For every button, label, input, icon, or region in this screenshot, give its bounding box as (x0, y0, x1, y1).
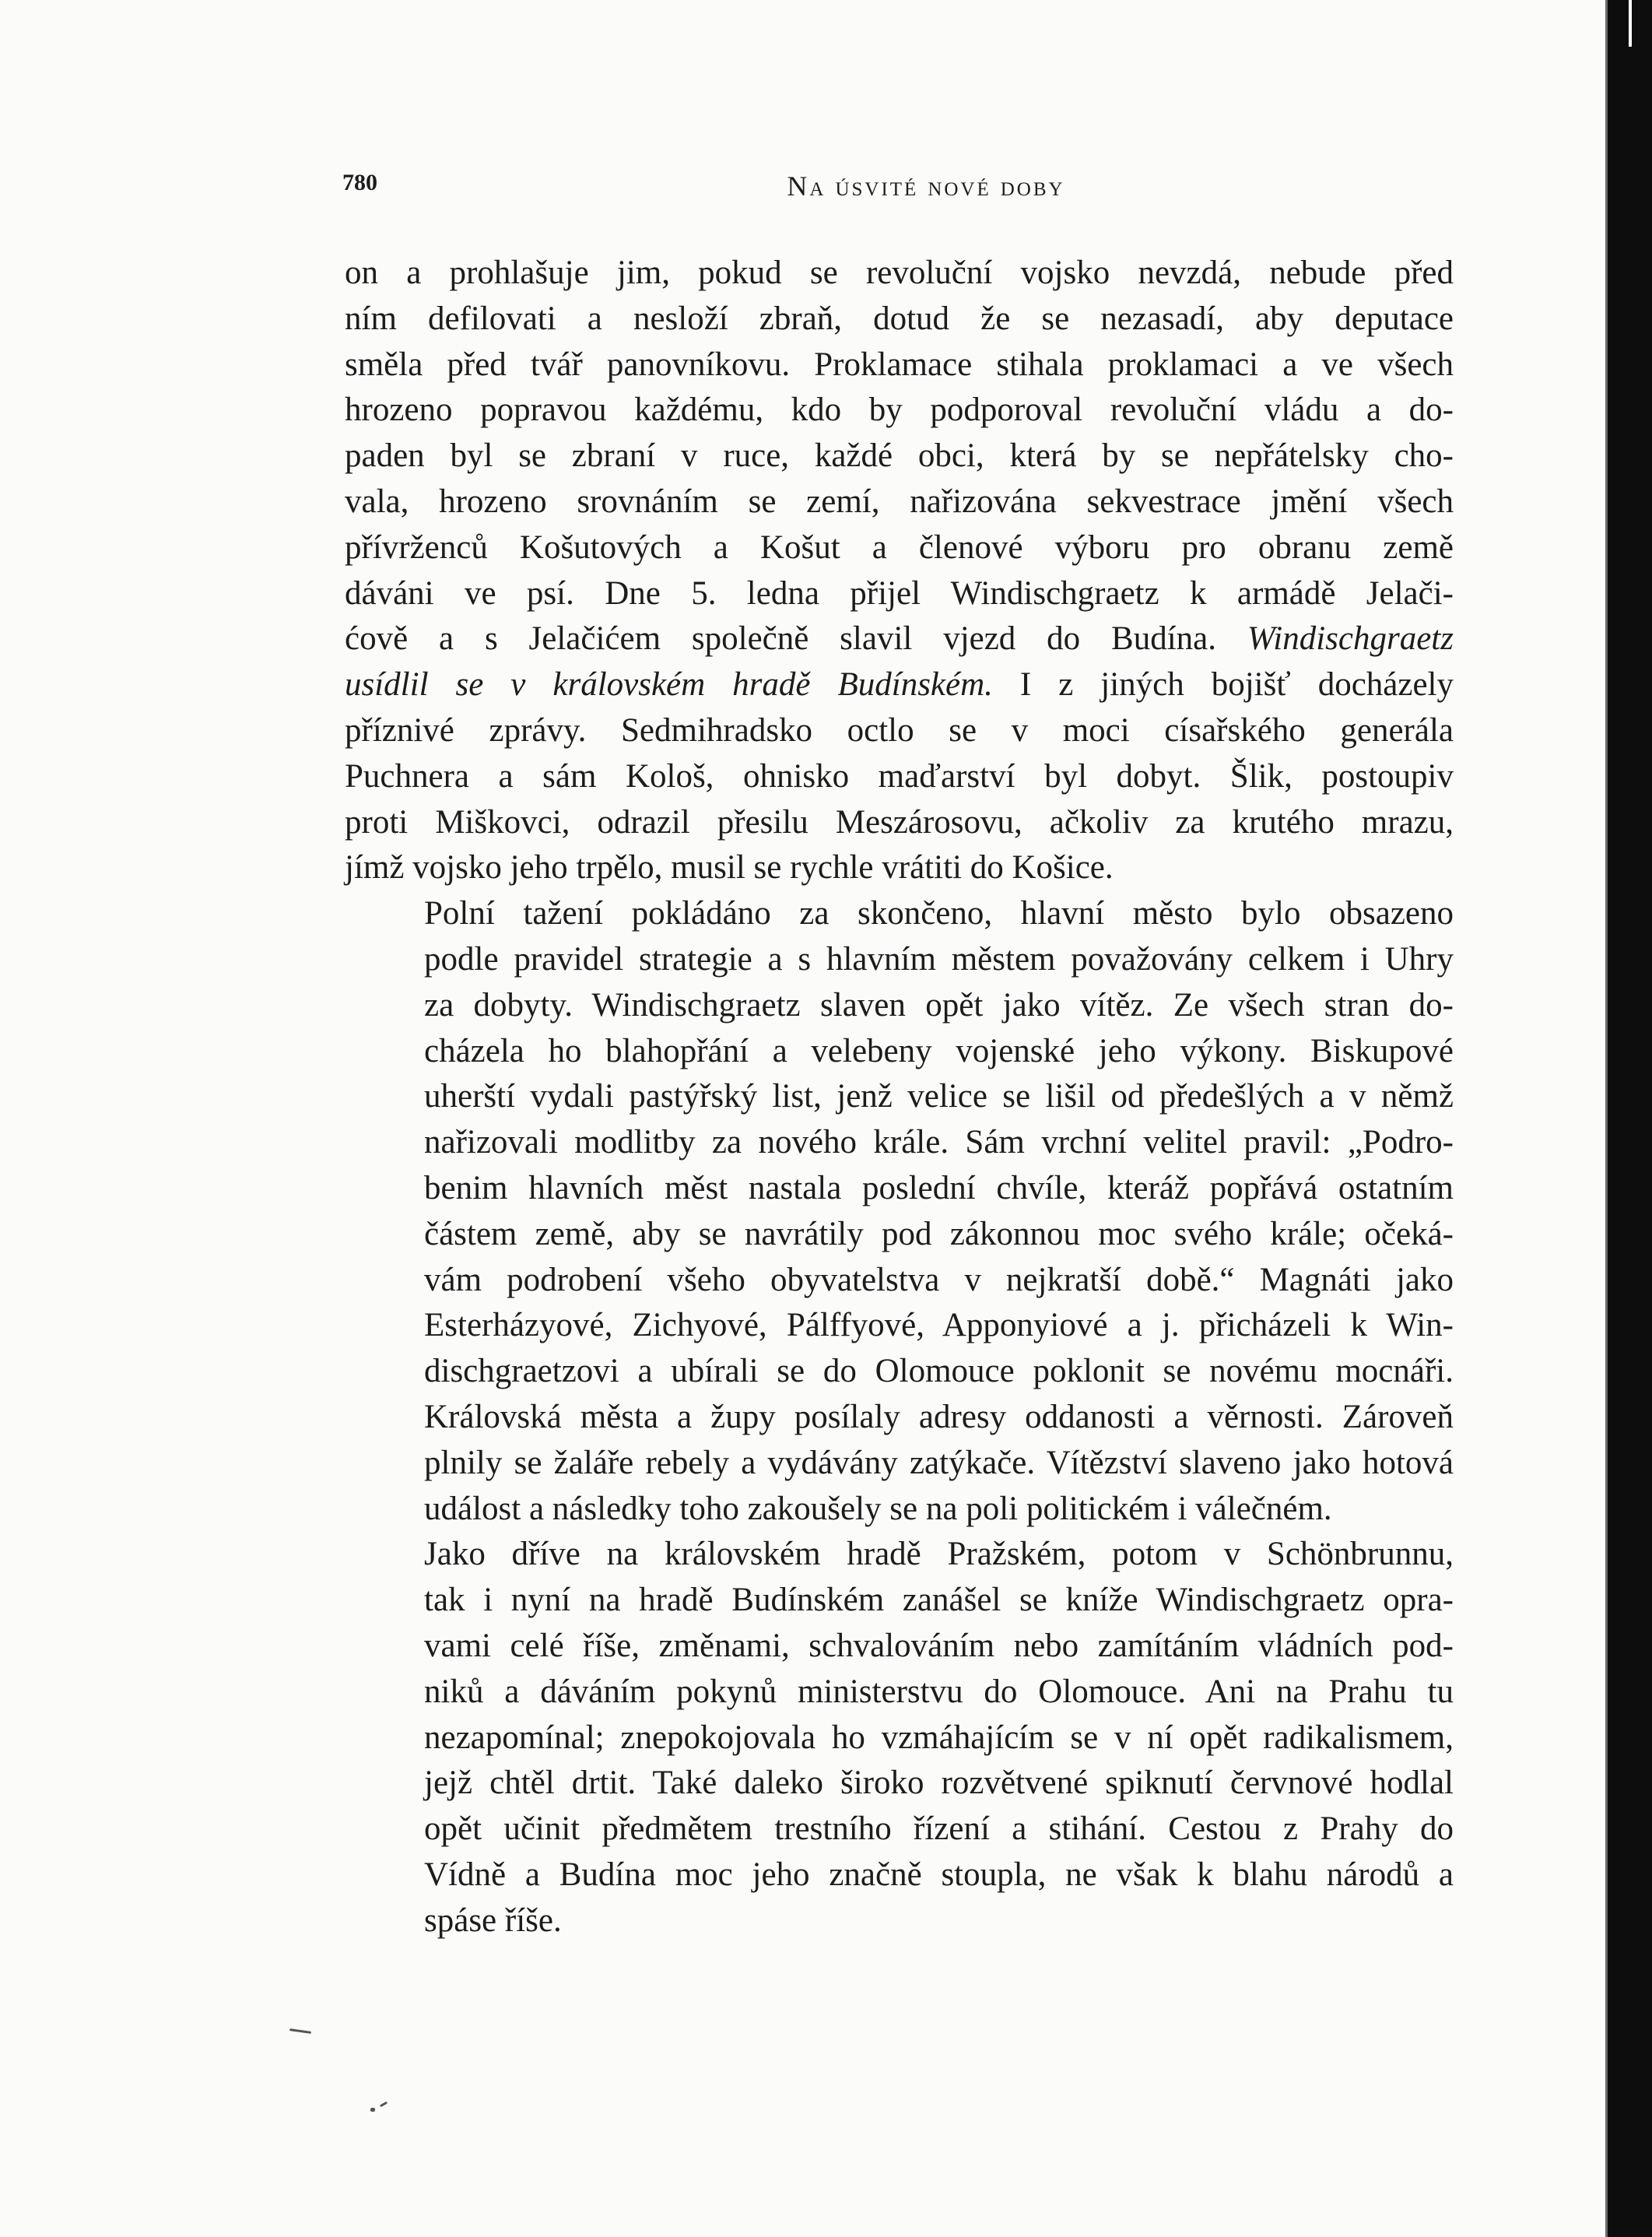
text-line: ćově a s Jelačićem společně slavil vjezd do Budína. Windischgraetz (345, 620, 1454, 658)
text-line: Polní tažení pokládáno za skončeno, hlavní město bylo obsazeno (424, 895, 1454, 932)
text-line: on a prohlašuje jim, pokud se revoluční vojsko nevzdá, nebude před (345, 255, 1454, 291)
text-line: tak i nyní na hradě Budínském zanášel se kníže Windischgraetz opra- (424, 1582, 1454, 1619)
text-line: částem země, aby se navrátily pod zákonnou moc svého krále; očeká- (424, 1215, 1454, 1252)
text-line: jejž chtěl drtit. Také daleko široko rozvětvené spiknutí červnové hodlal (424, 1765, 1454, 1802)
scan-speck (289, 2028, 311, 2034)
text-line: jímž vojsko jeho trpělo, musil se rychle vrátiti do Košice. (345, 849, 1114, 887)
text-line: nařizovali modlitby za nového krále. Sám vrchní velitel pravil: „Podro- (424, 1124, 1454, 1161)
text-line: Královská města a župy posílaly adresy oddanosti a věrnosti. Zároveň (424, 1398, 1454, 1435)
text-line: událost a následky toho zakoušely se na poli politickém i válečném. (424, 1490, 1332, 1527)
body-text (345, 251, 1454, 1944)
text-line: vám podrobení všeho obyvatelstva v nejkratší době.“ Magnáti jako (424, 1261, 1454, 1298)
text-line: cházela ho blahopřání a velebeny vojenské jeho výkony. Biskupové (424, 1032, 1454, 1069)
page-number: 780 (342, 170, 377, 195)
text-line: usídlil se v královském hradě Budínském. I z jiných bojišť docházely (345, 666, 1454, 704)
scanner-edge (1608, 0, 1652, 2237)
text-line: niků a dáváním pokynů ministerstvu do Olomouce. Ani na Prahu tu (424, 1673, 1454, 1710)
text-line: dáváni ve psí. Dne 5. ledna přijel Windischgraetz k armádě Jelači- (345, 574, 1454, 612)
text-line: plnily se žaláře rebely a vydávány zatýkače. Vítězství slaveno jako hotová (424, 1444, 1454, 1481)
text-line: dischgraetzovi a ubírali se do Olomouce poklonit se novému mocnáři. (424, 1353, 1454, 1390)
text-line: Puchnera a sám Kološ, ohnisko maďarství byl dobyt. Šlik, postoupiv (345, 757, 1454, 795)
text-line: proti Miškovci, odrazil přesilu Meszárosovu, ačkoliv za krutého mrazu, (345, 803, 1454, 841)
text-line: vala, hrozeno srovnáním se zemí, nařizována sekvestrace jmění všech (345, 483, 1454, 520)
text-line: vami celé říše, změnami, schvalováním nebo zamítáním vládních pod- (424, 1627, 1454, 1664)
text-line: ním defilovati a nesloží zbraň, dotud že se nezasadí, aby deputace (345, 300, 1454, 337)
text-line: Vídně a Budína moc jeho značně stoupla, ne však k blahu národů a (424, 1856, 1454, 1893)
text-line: přívrženců Košutových a Košut a členové výboru pro obranu země (345, 529, 1454, 566)
text-line: příznivé zprávy. Sedmihradsko octlo se v moci císařského generála (345, 711, 1454, 749)
scan-speck (370, 2108, 375, 2112)
text-line: směla před tvář panovníkovu. Proklamace stihala proklamaci a ve všech (345, 346, 1454, 383)
text-line: za dobyty. Windischgraetz slaven opět jako vítěz. Ze všech stran do- (424, 986, 1454, 1024)
scan-speck (380, 2102, 388, 2108)
scanner-edge-mark (1629, 0, 1632, 47)
text-line: hrozeno popravou každému, kdo by podporoval revoluční vládu a do- (345, 392, 1454, 429)
text-line: spáse říše. (424, 1902, 562, 1939)
text-line: uherští vydali pastýřský list, jenž velice se lišil od předešlých a v němž (424, 1078, 1454, 1115)
text-line: Jako dříve na královském hradě Pražském, potom v Schönbrunnu, (424, 1536, 1454, 1573)
running-head (342, 170, 1510, 204)
text-line: Esterházyové, Zichyové, Pálffyové, Apponyiové a j. přicházeli k Win- (424, 1307, 1454, 1344)
text-line: podle pravidel strategie a s hlavním městem považovány celkem i Uhry (424, 940, 1454, 978)
text-line: nezapomínal; znepokojovala ho vzmáhajícím se v ní opět radikalismem, (424, 1719, 1454, 1756)
paragraph-2 (345, 891, 1454, 1532)
paragraph-1 (345, 251, 1454, 891)
text-line: benim hlavních měst nastala poslední chvíle, kteráž popřává ostatním (424, 1169, 1454, 1206)
text-line: paden byl se zbraní v ruce, každé obci, která by se nepřátelsky cho- (345, 437, 1454, 475)
running-title: Na úsvité nové doby (787, 170, 1065, 202)
text-line: opět učinit předmětem trestního řízení a stihání. Cestou z Prahy do (424, 1810, 1454, 1848)
paragraph-3 (345, 1532, 1454, 1944)
